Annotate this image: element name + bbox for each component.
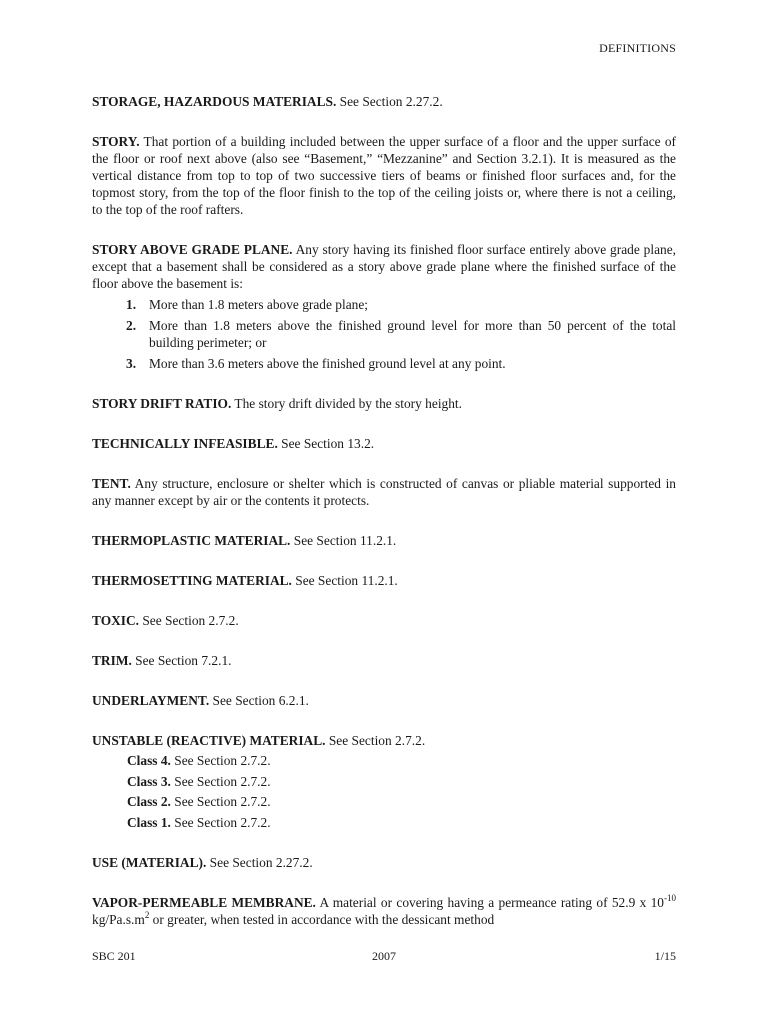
class-item [92, 814, 676, 831]
class-label: Class 1. [127, 814, 171, 830]
definition-toxic [92, 612, 676, 629]
definition-tent [92, 475, 676, 509]
definition-text: See Section 2.27.2. [206, 855, 313, 870]
definition-text: That portion of a building included between the upper surface of a floor and the upper surface of the floor or roof next above (also see “Basement,” “Mezzanine” and Section 3.2.1). It is measured as the vertical distance from top to top of two successive tiers of beams or finished floor surfaces and, for the topmost story, from the top of the floor finish to the top of the ceiling joists or, where there is not a ceiling, to the top of the roof rafters. [92, 134, 676, 217]
class-text: See Section 2.7.2. [170, 794, 271, 809]
definition-term: STORY ABOVE GRADE PLANE. [92, 242, 293, 257]
definition-text: kg/Pa.s.m [92, 912, 145, 927]
definition-storage-hazardous-materials [92, 93, 676, 110]
definition-text: See Section 7.2.1. [131, 653, 232, 668]
definition-thermoplastic-material [92, 532, 676, 549]
definition-trim [92, 652, 676, 669]
definition-term: STORAGE, HAZARDOUS MATERIALS. [92, 94, 337, 109]
definition-technically-infeasible [92, 435, 676, 452]
definition-term: TOXIC. [92, 613, 140, 628]
list-item [92, 355, 676, 372]
list-number: 3. [126, 356, 137, 371]
definition-underlayment [92, 692, 676, 709]
list-number: 1. [126, 297, 137, 312]
definition-text: See Section 11.2.1. [291, 573, 398, 588]
class-label: Class 4. [127, 753, 171, 768]
definition-thermosetting-material [92, 572, 676, 589]
class-text: See Section 2.7.2. [170, 773, 271, 789]
definition-text: See Section 11.2.1. [290, 533, 397, 548]
class-label: Class 3. [127, 773, 171, 789]
footer-code: SBC 201 [92, 949, 136, 963]
list-item-text: More than 3.6 meters above the finished ground level at any point. [149, 356, 506, 371]
class-item [92, 793, 676, 810]
definition-term: TENT. [92, 476, 131, 491]
definition-story [92, 133, 676, 218]
numbered-list [92, 296, 676, 372]
definition-text: Any structure, enclosure or shelter which is constructed of canvas or pliable material supported in any manner except by air or the contents it protects. [92, 476, 676, 508]
definition-term: THERMOPLASTIC MATERIAL. [92, 533, 291, 548]
definition-term: STORY DRIFT RATIO. [92, 396, 232, 411]
definition-term: THERMOSETTING MATERIAL. [92, 573, 292, 588]
class-list [92, 752, 676, 831]
definition-story-drift-ratio [92, 395, 676, 412]
list-item [92, 296, 676, 313]
definition-term: UNSTABLE (REACTIVE) MATERIAL. [92, 733, 326, 748]
list-item [92, 317, 676, 351]
definition-term: UNDERLAYMENT. [92, 693, 210, 708]
definition-text: A material or covering having a permeance rating of 52.9 x 10 [315, 895, 664, 910]
definition-term: TRIM. [92, 653, 132, 668]
definition-unstable-reactive-material [92, 732, 676, 831]
exponent: -10 [664, 892, 676, 903]
running-header: DEFINITIONS [599, 41, 676, 55]
definition-use-material [92, 854, 676, 871]
definition-text: or greater, when tested in accordance with the dessicant method [149, 912, 495, 927]
definition-term: TECHNICALLY INFEASIBLE. [92, 436, 278, 451]
page-number: 1/15 [654, 949, 676, 963]
class-text: See Section 2.7.2. [170, 814, 271, 830]
definition-story-above-grade-plane [92, 241, 676, 372]
definition-vapor-permeable-membrane [92, 894, 676, 928]
definition-text: See Section 2.27.2. [336, 94, 443, 109]
exponent: 2 [144, 909, 150, 920]
definition-text: Any story having its finished floor surface entirely above grade plane, except that a basement shall be considered as a story above grade plane where the finished surface of the floor above the basement is: [92, 242, 676, 291]
definition-term: STORY. [92, 134, 140, 149]
list-item-text: More than 1.8 meters above grade plane; [149, 297, 369, 312]
list-item-text: More than 1.8 meters above the finished ground level for more than 50 percent of the total building perimeter; or [149, 318, 676, 350]
definition-text: See Section 6.2.1. [209, 693, 309, 708]
class-item [92, 752, 676, 769]
footer-year: 2007 [372, 949, 396, 963]
definition-text: The story drift divided by the story height. [231, 396, 463, 411]
definitions-body [92, 93, 676, 928]
definition-text: See Section 2.7.2. [139, 613, 239, 628]
list-number: 2. [126, 318, 137, 333]
class-text: See Section 2.7.2. [170, 753, 271, 768]
definition-term: USE (MATERIAL). [92, 855, 207, 870]
class-label: Class 2. [127, 794, 171, 809]
definition-text: See Section 2.7.2. [325, 733, 426, 748]
definition-text: See Section 13.2. [277, 436, 375, 451]
definition-term: VAPOR-PERMEABLE MEMBRANE. [92, 895, 316, 910]
class-item [92, 773, 676, 790]
